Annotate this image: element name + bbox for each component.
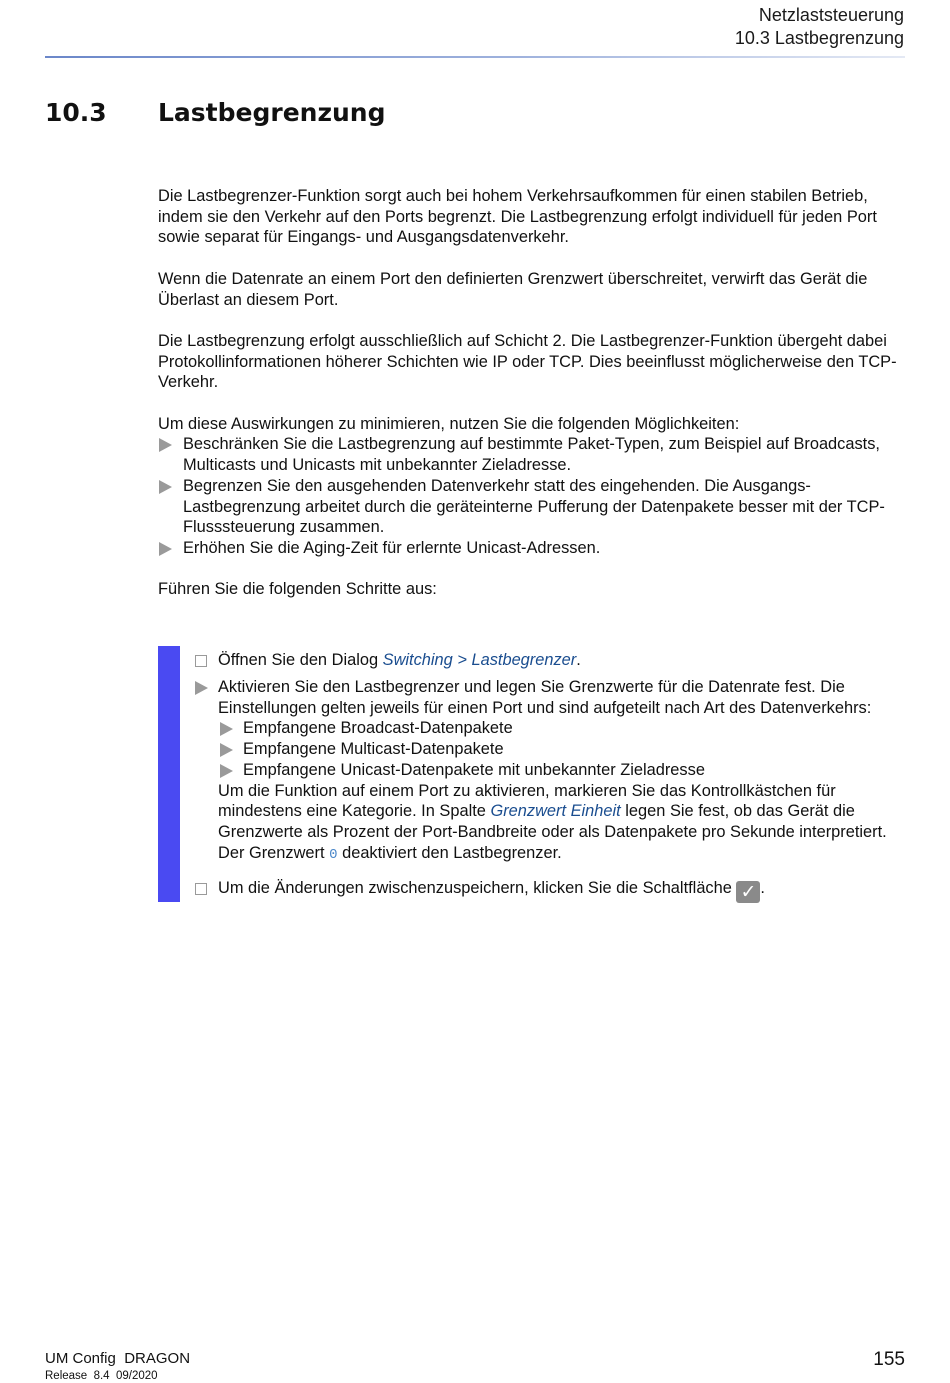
value-zero: 0: [329, 846, 338, 863]
section-number: 10.3: [45, 98, 107, 127]
list-item-text: Beschränken Sie die Lastbegrenzung auf bestimmte Paket-Typen, zum Beispiel auf Broadcasts, Multicasts und Unicasts mit unbekannter Zieladresse.: [183, 435, 880, 475]
dialog-path-link[interactable]: Switching > Lastbegrenzer: [382, 651, 577, 669]
footer-document: UM Config DRAGON: [45, 1350, 191, 1367]
step-text-suffix: .: [576, 651, 581, 669]
bullet-triangle-icon: [220, 722, 233, 736]
list-item-text: Begrenzen Sie den ausgehenden Datenverkehr statt des eingehenden. Die Ausgangs-Lastbegrenzung arbeitet durch die geräteinterne Pufferung der Datenpakete besser mit der TCP-Flusssteuerung zusammen.: [183, 476, 885, 537]
paragraph: Die Lastbegrenzung erfolgt ausschließlich auf Schicht 2. Die Lastbegrenzer-Funktion übergeht dabei Protokollinformationen höherer Schichten wie IP oder TCP. Dies beeinflusst möglicherweise den TCP-Verkehr.: [158, 331, 897, 392]
options-intro: Um diese Auswirkungen zu minimieren, nutzen Sie die folgenden Möglichkeiten:: [158, 414, 740, 433]
page-number: 155: [873, 1349, 905, 1370]
running-header: [735, 4, 904, 50]
column-name-grenzwert-einheit: Grenzwert Einheit: [490, 802, 621, 821]
bullet-triangle-icon: [159, 542, 172, 556]
bullet-triangle-icon: [159, 480, 172, 494]
checkmark-icon[interactable]: ✓: [736, 881, 760, 903]
list-item: [158, 538, 908, 559]
paragraph: Die Lastbegrenzer-Funktion sorgt auch bei hohem Verkehrsaufkommen für einen stabilen Betrieb, indem sie den Verkehr auf den Ports begrenzt. Die Lastbegrenzung erfolgt individuell für jeden Port sowie separat für Eingangs- und Ausgangsdatenverkehr.: [158, 187, 877, 247]
header-rule: [45, 56, 905, 58]
sub-list-item: [218, 739, 908, 760]
list-item-text: Erhöhen Sie die Aging-Zeit für erlernte Unicast-Adressen.: [183, 538, 601, 557]
step-triangle-icon: [195, 681, 208, 695]
step-text-suffix: .: [760, 879, 765, 897]
list-item: [158, 434, 908, 475]
paragraph: Wenn die Datenrate an einem Port den definierten Grenzwert überschreitet, verwirft das Gerät die Überlast an diesem Port.: [158, 269, 868, 309]
step-checkbox-icon: [195, 655, 207, 667]
step-text: Öffnen Sie den Dialog: [218, 651, 383, 669]
header-chapter: Netzlaststeuerung: [758, 5, 904, 25]
steps-intro: Führen Sie die folgenden Schritte aus:: [158, 580, 437, 599]
step-checkbox-icon: [195, 883, 207, 895]
footer-release: Release 8.4 09/2020: [45, 1370, 158, 1382]
sub-list-item-text: Empfangene Multicast-Datenpakete: [243, 740, 504, 759]
bullet-triangle-icon: [159, 438, 172, 452]
bullet-triangle-icon: [220, 743, 233, 757]
procedure-step-3: [218, 878, 908, 903]
procedure-box: [158, 646, 908, 902]
section-title: Lastbegrenzung: [158, 98, 386, 127]
step-text: Aktivieren Sie den Lastbegrenzer und legen Sie Grenzwerte für die Datenrate fest. Die Einstellungen gelten jeweils für einen Port und sind aufgeteilt nach Art des Datenverkehrs:: [218, 678, 872, 717]
step-detail-text: Um die Funktion auf einem Port zu aktivieren, markieren Sie das Kontrollkästchen für mindestens eine Kategorie. In Spalte Grenzwert Einheit legen Sie fest, ob das Gerät die Grenzwerte als Prozent der Port-Bandbreite oder als Datenpakete pro Sekunde interpretiert. Der Grenzwert 0 deaktiviert den Lastbegrenzer.: [218, 781, 887, 863]
body-text: [158, 186, 908, 600]
sub-list-item-text: Empfangene Unicast-Datenpakete mit unbekannter Zieladresse: [243, 760, 705, 779]
procedure-step-1: [218, 650, 908, 671]
header-section: 10.3 Lastbegrenzung: [734, 28, 904, 48]
list-item: [158, 476, 908, 538]
step-text: Um die Änderungen zwischenzuspeichern, klicken Sie die Schaltfläche: [218, 879, 737, 897]
bullet-triangle-icon: [220, 764, 233, 778]
procedure-accent-bar: [158, 646, 180, 902]
sub-list-item-text: Empfangene Broadcast-Datenpakete: [243, 719, 513, 738]
sub-list-item: [218, 718, 908, 739]
sub-list-item: [218, 760, 908, 781]
procedure-step-2: [218, 677, 908, 865]
